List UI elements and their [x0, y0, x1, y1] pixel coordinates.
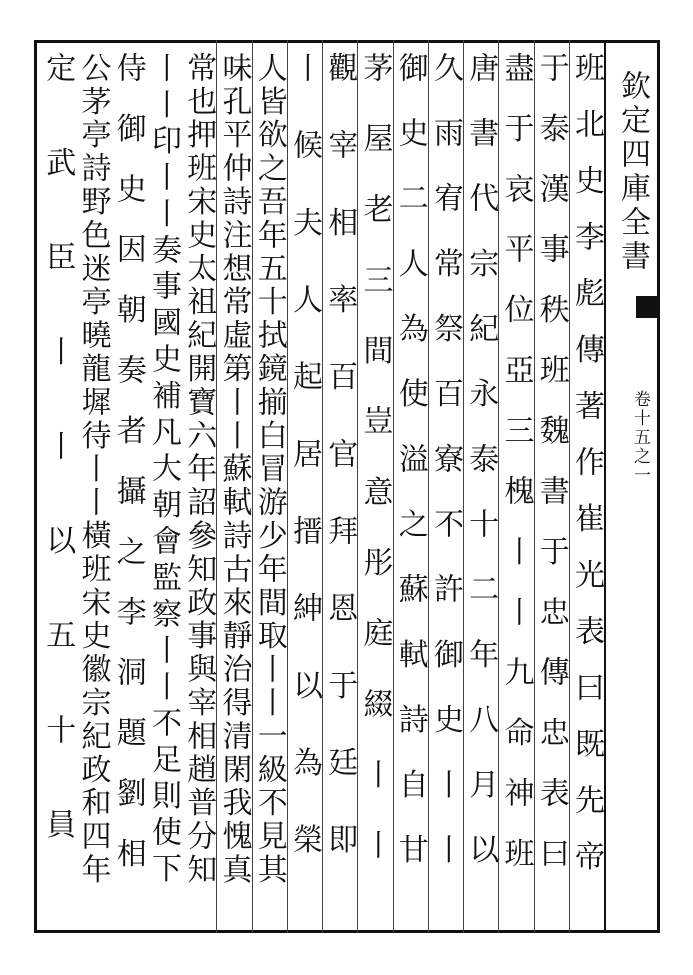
text-column-7: 茅屋老三間豈意彤庭綴丨丨	[357, 52, 393, 900]
text-column-10: 人皆欲之吾年五十拭鏡揃白冒游少年間取丨丨一級不見其	[251, 52, 287, 887]
book-title: 欽定四庫全書	[615, 70, 650, 274]
text-column-11: 味孔平仲詩注想常虛第丨丨蘇軾詩古來靜治得清閑我愧真	[216, 52, 252, 887]
text-column-8: 觀宰相率百官拜恩于廷即	[322, 52, 358, 901]
text-column-3: 盡于哀平位亞三槐丨丨九命神班	[498, 52, 534, 898]
text-column-14: 侍御史因朝奏者攝之李洞題劉相	[110, 52, 146, 898]
text-column-13: 丨丨印丨丨奏事國史補凡大朝會監察丨丨不足則使下	[146, 52, 181, 889]
text-column-4: 唐書代宗紀永泰十二年八月以	[463, 52, 499, 899]
text-column-16: 定武臣丨丨以五十員	[40, 52, 76, 903]
volume-label: 卷十五之一	[630, 390, 650, 485]
text-column-12: 常也押班宋史太祖紀開寶六年詔參知政事與宰相趙普分知	[181, 52, 217, 887]
text-column-15: 公茅亭詩野色迷亭曉龍墀待丨丨橫班宋史徽宗紀政和四年	[75, 52, 111, 887]
text-column-2: 于泰漢事秩班魏書于忠傳忠表曰	[533, 52, 569, 898]
text-column-5: 久雨宥常祭百寮不許御史丨丨	[428, 52, 463, 899]
fishtail-mark	[636, 296, 660, 318]
text-column-1: 班北史李彪傳著作崔光表曰既先帝	[569, 52, 604, 897]
text-column-6: 御史二人為使溢之蘇軾詩自甘	[392, 52, 428, 899]
text-column-9: 丨候夫人起居搢紳以為榮	[287, 52, 322, 901]
